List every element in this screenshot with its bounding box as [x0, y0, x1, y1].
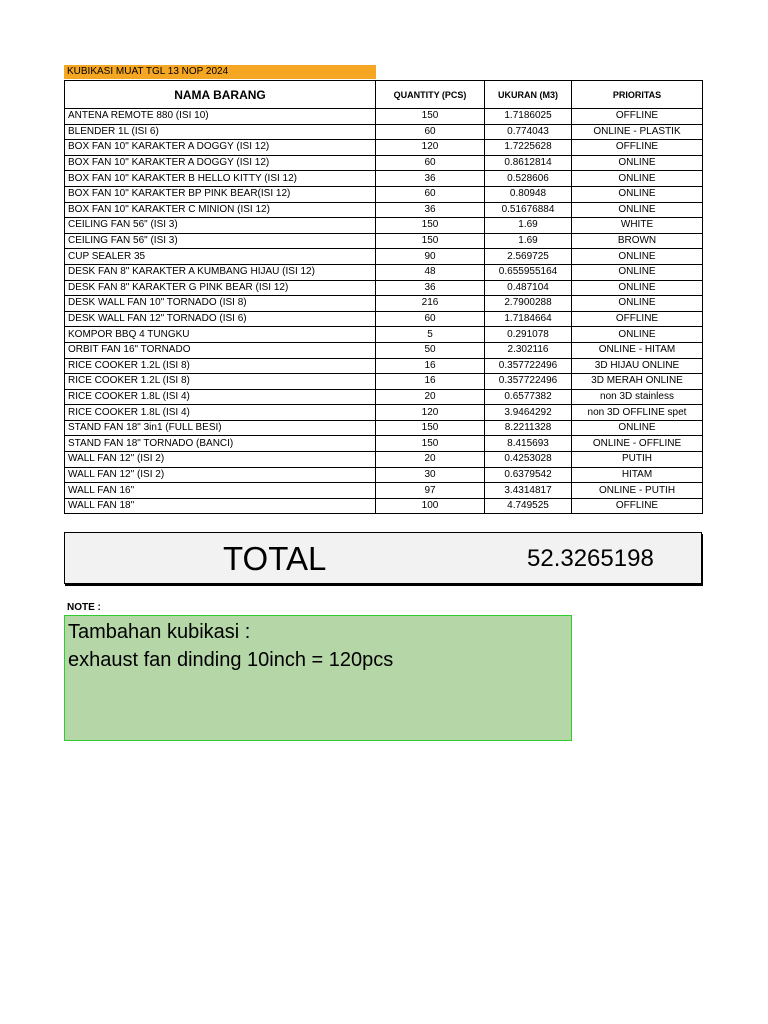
cell-prioritas: ONLINE: [572, 186, 703, 202]
cell-quantity: 120: [376, 405, 485, 421]
total-label: TOTAL: [223, 540, 327, 577]
cell-prioritas: OFFLINE: [572, 498, 703, 514]
cell-quantity: 60: [376, 311, 485, 327]
cell-name: WALL FAN 16": [65, 483, 376, 499]
cell-name: DESK FAN 8" KARAKTER G PINK BEAR (ISI 12): [65, 280, 376, 296]
header-nama-barang: NAMA BARANG: [65, 81, 376, 109]
table-row: [65, 140, 703, 156]
cell-name: RICE COOKER 1.2L (ISI 8): [65, 358, 376, 374]
cell-quantity: 150: [376, 109, 485, 125]
table-row: [65, 498, 703, 514]
cell-quantity: 100: [376, 498, 485, 514]
cell-quantity: 90: [376, 249, 485, 265]
cell-ukuran: 1.7186025: [485, 109, 572, 125]
cell-quantity: 60: [376, 155, 485, 171]
table-row: [65, 374, 703, 390]
table-row: [65, 311, 703, 327]
table-row: [65, 436, 703, 452]
cell-name: BOX FAN 10" KARAKTER B HELLO KITTY (ISI 12): [65, 171, 376, 187]
header-prioritas: PRIORITAS: [572, 81, 703, 109]
cell-prioritas: ONLINE: [572, 249, 703, 265]
table-row: [65, 405, 703, 421]
cell-name: CEILING FAN 56" (ISI 3): [65, 218, 376, 234]
cell-prioritas: HITAM: [572, 467, 703, 483]
cell-quantity: 48: [376, 264, 485, 280]
table-row: [65, 467, 703, 483]
cell-name: WALL FAN 12" (ISI 2): [65, 452, 376, 468]
header-ukuran: UKURAN (M3): [485, 81, 572, 109]
total-box: [64, 532, 702, 584]
cell-name: ORBIT FAN 16" TORNADO: [65, 342, 376, 358]
cell-quantity: 30: [376, 467, 485, 483]
table-row: [65, 233, 703, 249]
table-row: [65, 264, 703, 280]
cell-quantity: 216: [376, 296, 485, 312]
cell-ukuran: 0.8612814: [485, 155, 572, 171]
cell-quantity: 60: [376, 186, 485, 202]
table-row: [65, 327, 703, 343]
cell-ukuran: 1.7225628: [485, 140, 572, 156]
cell-name: BOX FAN 10" KARAKTER A DOGGY (ISI 12): [65, 140, 376, 156]
cell-prioritas: ONLINE - OFFLINE: [572, 436, 703, 452]
cell-quantity: 150: [376, 420, 485, 436]
cell-quantity: 20: [376, 452, 485, 468]
table-row: [65, 124, 703, 140]
cell-name: RICE COOKER 1.2L (ISI 8): [65, 374, 376, 390]
table-row: [65, 155, 703, 171]
note-line: exhaust fan dinding 10inch = 120pcs: [68, 649, 394, 671]
cell-ukuran: 1.69: [485, 233, 572, 249]
note-box: [64, 615, 572, 741]
cell-ukuran: 2.7900288: [485, 296, 572, 312]
cell-ukuran: 0.357722496: [485, 374, 572, 390]
cell-prioritas: ONLINE: [572, 264, 703, 280]
cell-prioritas: BROWN: [572, 233, 703, 249]
cell-name: BOX FAN 10" KARAKTER A DOGGY (ISI 12): [65, 155, 376, 171]
cell-ukuran: 1.69: [485, 218, 572, 234]
cell-quantity: 36: [376, 202, 485, 218]
table-row: [65, 202, 703, 218]
sheet-title: KUBIKASI MUAT TGL 13 NOP 2024: [64, 65, 376, 79]
cell-ukuran: 0.6379542: [485, 467, 572, 483]
cell-name: STAND FAN 18" TORNADO (BANCI): [65, 436, 376, 452]
cell-prioritas: WHITE: [572, 218, 703, 234]
cell-ukuran: 3.9464292: [485, 405, 572, 421]
cell-quantity: 36: [376, 280, 485, 296]
cell-ukuran: 0.357722496: [485, 358, 572, 374]
cell-name: WALL FAN 12" (ISI 2): [65, 467, 376, 483]
cell-name: STAND FAN 18" 3in1 (FULL BESI): [65, 420, 376, 436]
cell-quantity: 150: [376, 218, 485, 234]
cell-prioritas: non 3D OFFLINE spet: [572, 405, 703, 421]
cell-name: RICE COOKER 1.8L (ISI 4): [65, 389, 376, 405]
table-row: [65, 218, 703, 234]
cell-ukuran: 3.4314817: [485, 483, 572, 499]
cell-quantity: 97: [376, 483, 485, 499]
cell-prioritas: ONLINE: [572, 296, 703, 312]
cell-quantity: 16: [376, 374, 485, 390]
cell-name: ANTENA REMOTE 880 (ISI 10): [65, 109, 376, 125]
cell-quantity: 20: [376, 389, 485, 405]
cell-ukuran: 2.302116: [485, 342, 572, 358]
table-row: [65, 420, 703, 436]
cell-prioritas: ONLINE - HITAM: [572, 342, 703, 358]
cell-quantity: 16: [376, 358, 485, 374]
cell-prioritas: 3D MERAH ONLINE: [572, 374, 703, 390]
table-row: [65, 296, 703, 312]
cell-ukuran: 8.2211328: [485, 420, 572, 436]
header-row: [65, 81, 703, 109]
cell-ukuran: 8.415693: [485, 436, 572, 452]
cell-prioritas: 3D HIJAU ONLINE: [572, 358, 703, 374]
table-row: [65, 280, 703, 296]
cell-ukuran: 4.749525: [485, 498, 572, 514]
cell-prioritas: PUTIH: [572, 452, 703, 468]
cell-ukuran: 0.291078: [485, 327, 572, 343]
cell-prioritas: ONLINE - PLASTIK: [572, 124, 703, 140]
cell-ukuran: 0.528606: [485, 171, 572, 187]
cell-name: CEILING FAN 56" (ISI 3): [65, 233, 376, 249]
table-row: [65, 249, 703, 265]
cell-prioritas: ONLINE: [572, 420, 703, 436]
cell-prioritas: ONLINE: [572, 171, 703, 187]
cell-prioritas: ONLINE: [572, 280, 703, 296]
table-row: [65, 452, 703, 468]
cell-quantity: 36: [376, 171, 485, 187]
cell-ukuran: 0.774043: [485, 124, 572, 140]
cell-ukuran: 0.487104: [485, 280, 572, 296]
cell-name: BOX FAN 10" KARAKTER C MINION (ISI 12): [65, 202, 376, 218]
table-row: [65, 358, 703, 374]
cell-prioritas: ONLINE: [572, 327, 703, 343]
cell-ukuran: 0.4253028: [485, 452, 572, 468]
cell-prioritas: ONLINE: [572, 155, 703, 171]
header-quantity: QUANTITY (PCS): [376, 81, 485, 109]
note-label: NOTE :: [67, 602, 101, 613]
cell-name: RICE COOKER 1.8L (ISI 4): [65, 405, 376, 421]
cell-prioritas: non 3D stainless: [572, 389, 703, 405]
cell-quantity: 60: [376, 124, 485, 140]
cell-name: CUP SEALER 35: [65, 249, 376, 265]
table-row: [65, 171, 703, 187]
table-row: [65, 483, 703, 499]
cell-name: BLENDER 1L (ISI 6): [65, 124, 376, 140]
cell-name: DESK WALL FAN 10" TORNADO (ISI 8): [65, 296, 376, 312]
cell-prioritas: OFFLINE: [572, 140, 703, 156]
cell-quantity: 50: [376, 342, 485, 358]
items-table: [64, 80, 703, 514]
cell-prioritas: OFFLINE: [572, 311, 703, 327]
table-row: [65, 109, 703, 125]
cell-ukuran: 0.655955164: [485, 264, 572, 280]
note-line: Tambahan kubikasi :: [68, 621, 251, 643]
cell-quantity: 5: [376, 327, 485, 343]
table-row: [65, 342, 703, 358]
total-value: 52.3265198: [527, 545, 654, 572]
cell-name: DESK FAN 8" KARAKTER A KUMBANG HIJAU (ISI 12): [65, 264, 376, 280]
cell-name: DESK WALL FAN 12" TORNADO (ISI 6): [65, 311, 376, 327]
cell-ukuran: 0.6577382: [485, 389, 572, 405]
table-row: [65, 389, 703, 405]
cell-prioritas: OFFLINE: [572, 109, 703, 125]
cell-quantity: 120: [376, 140, 485, 156]
table-row: [65, 186, 703, 202]
cell-name: WALL FAN 18": [65, 498, 376, 514]
cell-ukuran: 0.51676884: [485, 202, 572, 218]
cell-quantity: 150: [376, 233, 485, 249]
cell-ukuran: 2.569725: [485, 249, 572, 265]
cell-name: KOMPOR BBQ 4 TUNGKU: [65, 327, 376, 343]
cell-prioritas: ONLINE: [572, 202, 703, 218]
cell-ukuran: 0.80948: [485, 186, 572, 202]
cell-name: BOX FAN 10" KARAKTER BP PINK BEAR(ISI 12): [65, 186, 376, 202]
cell-prioritas: ONLINE - PUTIH: [572, 483, 703, 499]
cell-quantity: 150: [376, 436, 485, 452]
cell-ukuran: 1.7184664: [485, 311, 572, 327]
